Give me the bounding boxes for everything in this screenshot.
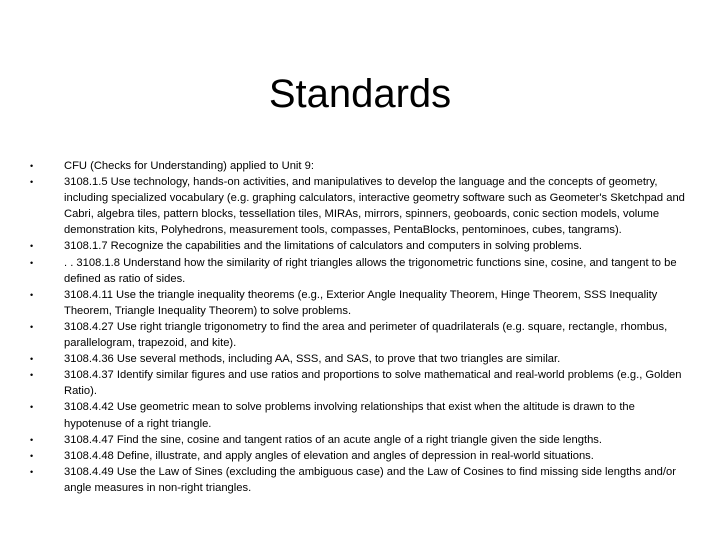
- list-item-text: 3108.4.42 Use geometric mean to solve problems involving relationships that exist when the altitude is drawn to the hypotenuse of a right triangle.: [64, 401, 635, 430]
- bullet-icon: •: [30, 241, 34, 252]
- bullet-icon: •: [30, 354, 34, 365]
- list-item: [30, 448, 692, 464]
- list-item: [30, 174, 692, 238]
- bullet-icon: •: [30, 289, 34, 300]
- list-item: [30, 238, 692, 254]
- list-item-text: 3108.4.36 Use several methods, including AA, SSS, and SAS, to prove that two triangles are similar.: [64, 353, 561, 366]
- list-item-text: 3108.4.27 Use right triangle trigonometry to find the area and perimeter of quadrilaterals (e.g. square, rectangle, rhombus, parallelogram, trapezoid, and kite).: [64, 320, 668, 350]
- bullet-icon: •: [30, 466, 34, 477]
- list-item: [30, 287, 692, 319]
- list-item: [30, 351, 692, 367]
- list-item-text: 3108.4.48 Define, illustrate, and apply angles of elevation and angles of depression in real-world situations.: [64, 449, 594, 462]
- list-item-text: 3108.1.5 Use technology, hands-on activities, and manipulatives to develop the language and the concepts of geometry, including specialized vocabulary (e.g. graphing calculators, interactive geometry software such as Geometer's Sketchpad and Cabri, algebra tiles, pattern blocks, tessellation tiles, MIRAs, mirrors, spinners, geoboards, conic section models, volume demonstration kits, Polyhedrons, measurement tools, compasses, PentaBlocks, pentominoes, cubes, tangrams).: [64, 176, 685, 237]
- bullet-icon: •: [30, 177, 34, 188]
- bullet-icon: •: [30, 257, 34, 268]
- list-item-text: 3108.1.7 Recognize the capabilities and the limitations of calculators and computers in solving problems.: [64, 240, 583, 253]
- standards-list: [30, 158, 692, 496]
- bullet-icon: •: [30, 161, 34, 171]
- slide-title: Standards: [268, 72, 452, 116]
- list-item: [30, 367, 692, 399]
- list-item-text: 3108.4.11 Use the triangle inequality theorems (e.g., Exterior Angle Inequality Theorem, Hinge Theorem, SSS Inequality Theorem, Triangle Inequality Theorem) to solve problems.: [64, 288, 658, 317]
- list-item-text: 3108.4.47 Find the sine, cosine and tangent ratios of an acute angle of a right triangle given the side lengths.: [64, 433, 602, 446]
- list-item: [30, 399, 692, 431]
- bullet-icon: •: [30, 321, 34, 332]
- bullet-icon: •: [30, 434, 34, 445]
- bullet-icon: •: [30, 370, 34, 381]
- list-item: [30, 158, 692, 174]
- list-item: [30, 432, 692, 448]
- bullet-icon: •: [30, 450, 34, 461]
- bullet-icon: •: [30, 402, 34, 413]
- list-item-text: CFU (Checks for Understanding) applied to Unit 9:: [64, 160, 314, 172]
- list-item: [30, 319, 692, 351]
- list-item: [30, 464, 692, 496]
- list-item: [30, 255, 692, 287]
- list-item-text: 3108.4.37 Identify similar figures and use ratios and proportions to solve mathematical and real-world problems (e.g., Golden Ratio).: [64, 369, 682, 398]
- list-item-text: 3108.4.49 Use the Law of Sines (excluding the ambiguous case) and the Law of Cosines to find missing side lengths and/or angle measures in non-right triangles.: [64, 465, 676, 494]
- list-item-text: . . 3108.1.8 Understand how the similarity of right triangles allows the trigonometric functions sine, cosine, and tangent to be defined as ratio of sides.: [64, 256, 677, 285]
